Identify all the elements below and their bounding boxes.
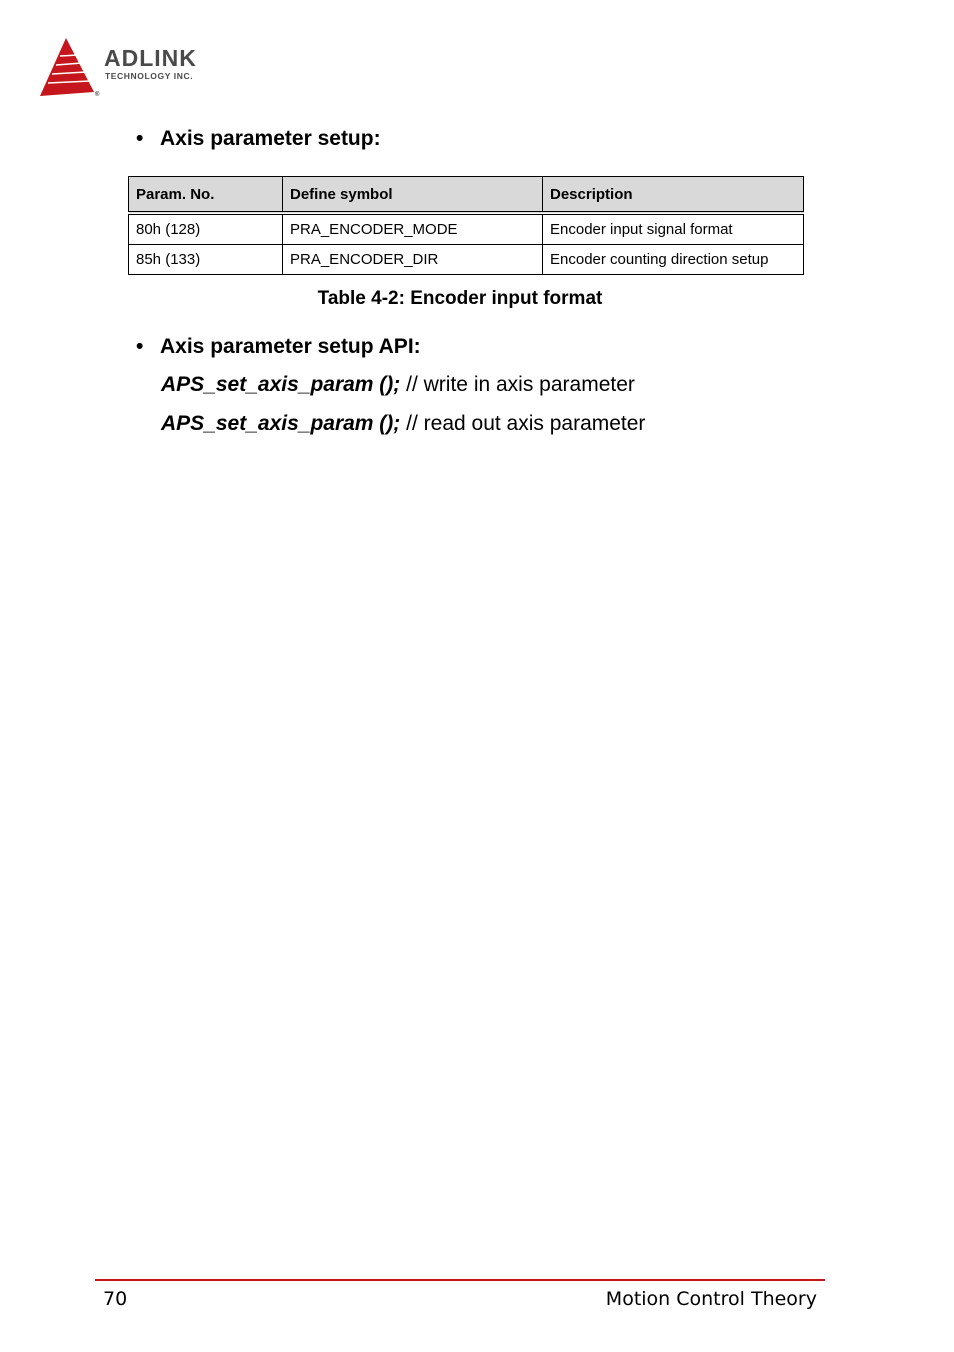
page-number: 70 [103,1288,128,1310]
bullet-icon: • [136,335,144,358]
table-row [129,213,804,245]
table-header-row [129,177,804,214]
column-header-param-no: Param. No. [129,177,283,214]
logo-subtitle: TECHNOLOGY INC. [105,71,194,81]
logo-name: ADLINK [104,45,197,71]
chapter-title: Motion Control Theory [605,1288,817,1310]
cell-define-symbol: PRA_ENCODER_DIR [283,245,543,275]
column-header-define-symbol: Define symbol [283,177,543,214]
cell-description: Encoder counting direction setup [543,245,804,275]
api-comment: // read out axis parameter [406,412,646,435]
table-row [129,245,804,275]
adlink-logo [38,36,238,100]
parameter-table [128,176,804,275]
api-function-name: APS_set_axis_param (); [161,373,401,396]
column-header-description: Description [543,177,804,214]
api-line-read [161,413,645,434]
api-line-write [161,374,635,395]
section-heading-axis-parameter-setup [136,128,381,149]
api-function-name: APS_set_axis_param (); [161,412,401,435]
footer-divider [95,1279,825,1281]
cell-param-no: 85h (133) [129,245,283,275]
registered-mark: ® [95,92,100,98]
heading-text: Axis parameter setup: [160,127,381,150]
table-caption: Table 4-2: Encoder input format [317,288,603,309]
section-heading-axis-parameter-setup-api [136,336,421,357]
api-comment: // write in axis parameter [406,373,635,396]
adlink-triangle-logo-icon [38,36,102,100]
cell-param-no: 80h (128) [129,213,283,245]
bullet-icon: • [136,127,144,150]
cell-description: Encoder input signal format [543,213,804,245]
cell-define-symbol: PRA_ENCODER_MODE [283,213,543,245]
heading-text: Axis parameter setup API: [160,335,421,358]
